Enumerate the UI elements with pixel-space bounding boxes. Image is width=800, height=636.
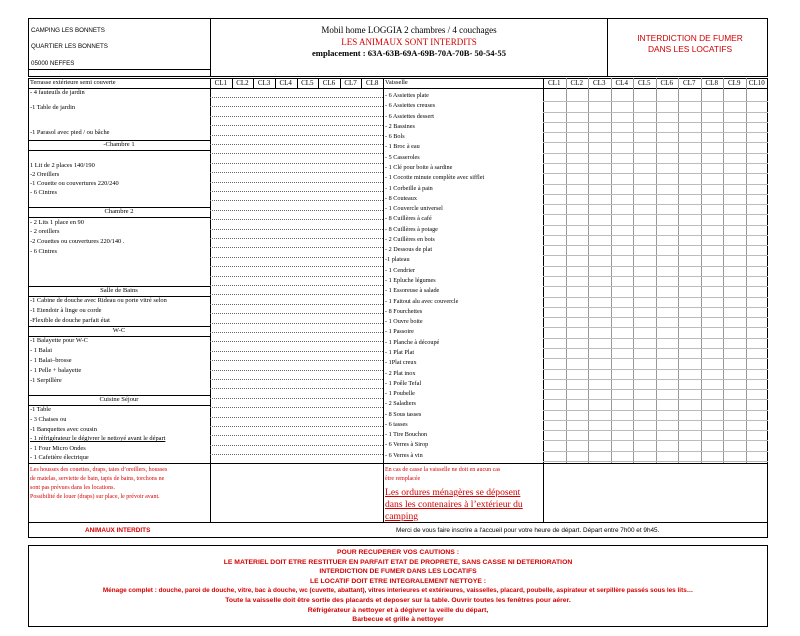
section-title-chambre-2: Chambre 2 <box>104 208 134 215</box>
right-column-divider <box>746 78 747 463</box>
camping-quarter: QUARTIER LES BONNETS <box>31 43 108 50</box>
vaisselle-row-line <box>543 142 768 143</box>
note-line <box>383 463 768 464</box>
vaisselle-item: - 1 Epluche légumes <box>385 277 436 284</box>
left-item: -1 Table <box>30 406 51 413</box>
left-row-dots <box>210 144 383 145</box>
vaisselle-row-line <box>543 112 768 113</box>
left-item: 1 Lit de 2 places 140/190 <box>30 162 95 169</box>
left-row-dots <box>210 341 383 342</box>
middle-divider <box>383 78 384 522</box>
section-title-chambre-1: -Chambre 1 <box>103 141 135 148</box>
left-row-dots <box>210 125 383 126</box>
left-row-dots <box>210 379 383 380</box>
vaisselle-row-line <box>543 338 768 339</box>
footer-line: POUR RECUPERER VOS CAUTIONS : <box>337 549 459 556</box>
vaisselle-row-line <box>543 297 768 298</box>
vaisselle-row-line <box>543 214 768 215</box>
vaisselle-item: - 6 Verres à vin <box>385 451 423 459</box>
left-row-dots <box>210 257 383 258</box>
vaisselle-row-line <box>543 348 768 349</box>
right-table-header: Vaisselle <box>385 79 408 86</box>
left-item: -2 Couettes ou couvertures 220/140 . <box>30 238 125 245</box>
left-column-divider <box>253 78 254 89</box>
left-row-dots <box>210 294 383 295</box>
vaisselle-row-line <box>543 379 768 380</box>
vaisselle-item: - 1Plat creux <box>385 359 417 367</box>
location-text: emplacement : 63A-63B-69A-69B-70A-70B- 50-54-55 <box>311 48 507 58</box>
right-column-header: CL6 <box>660 79 673 87</box>
right-column-header: CL9 <box>728 79 741 87</box>
left-item: -1 Etendoir à linge ou corde <box>30 307 102 314</box>
vaisselle-item: - 2 Cuillères en bois <box>385 235 435 243</box>
left-row-dots <box>210 454 383 455</box>
no-smoking-banner: INTERDICTION DE FUMER DANS LES LOCATIFS <box>637 33 743 54</box>
vaisselle-item: - 8 Sous tasses <box>385 410 422 418</box>
left-row-dots <box>210 417 383 418</box>
vaisselle-item: - 8 Cuillères à café <box>385 215 432 223</box>
right-column-header: CL5 <box>638 79 651 87</box>
vaisselle-item: - 6 Assiettes creuses <box>385 102 436 110</box>
vaisselle-item: - 6 Verres à Sirop <box>385 441 429 449</box>
left-item: - 1 Balai <box>30 347 53 354</box>
linen-note-line: Les housses des couettes, draps, taies d’oreillers, housses <box>30 467 168 473</box>
left-item: - 6 Cintres <box>30 248 57 255</box>
right-column-header: CL3 <box>593 79 606 87</box>
waste-note-line: camping <box>385 511 419 522</box>
left-item: - 2 Lits 1 place en 90 <box>30 219 84 226</box>
left-item: - 1 Balai–brosse <box>30 357 72 364</box>
section-line <box>28 150 210 151</box>
left-item: -Flexible de douche parfait état <box>30 317 110 324</box>
vaisselle-row-line <box>543 461 768 462</box>
footer-line: Toute la vaisselle doit être sortie des placards et deposer sur la table. Ouvrir toutes les fenêtres pour aérer. <box>225 597 571 604</box>
breakage-note-line: En cas de casse la vaisselle ne doit en aucun cas <box>385 467 501 473</box>
vaisselle-row-line <box>543 132 768 133</box>
left-row-dots <box>210 313 383 314</box>
footer-line: LE LOCATIF DOIT ETRE INTEGRALEMENT NETTOYE : <box>309 577 487 585</box>
left-row-dots <box>210 388 383 389</box>
vaisselle-row-line <box>543 184 768 185</box>
vaisselle-item: - 8 Couteaux <box>385 194 417 202</box>
vaisselle-row-line <box>543 410 768 411</box>
left-item: -1 Parasol avec pied / ou bâche <box>30 129 110 136</box>
left-item: - 2 oreillers <box>30 228 60 235</box>
left-column-header: CL4 <box>279 79 292 87</box>
left-row-dots <box>210 229 383 230</box>
vaisselle-item: - 1 Cendrier <box>385 266 415 274</box>
vaisselle-item: - 1 Tire Bouchon <box>385 431 428 439</box>
header-divider-right <box>607 18 608 77</box>
camping-postcode: 05000 NEFFES <box>31 60 75 67</box>
right-column-divider <box>588 78 589 463</box>
footer-line: Ménage complet : douche, paroi de douche, vitre, bac à douche, wc (cuvette, abattant), vitres interieures et extérieures, vaisselles, placard, poubelle, aspirateur et serpillère passés sous les lits… <box>102 587 694 595</box>
left-row-dots <box>210 332 383 333</box>
left-item: -1 Serpillère <box>30 377 62 384</box>
left-item: - 6 Cintres <box>30 189 57 196</box>
left-row-dots <box>210 323 383 324</box>
vaisselle-item: - 6 Assiettes plate <box>385 92 429 99</box>
vaisselle-row-line <box>543 153 768 154</box>
left-item: -2 Oreillers <box>30 171 60 178</box>
note-line <box>28 463 383 464</box>
left-row-dots <box>210 407 383 408</box>
vaisselle-item: -1 plateau <box>385 256 410 264</box>
left-row-dots <box>210 304 383 305</box>
left-column-divider <box>275 78 276 89</box>
vaisselle-row-line <box>543 399 768 400</box>
vaisselle-row-line <box>543 225 768 226</box>
vaisselle-item: - 8 Fourchettes <box>385 307 423 315</box>
left-item: -1 Banquettes avec cousin <box>30 426 97 433</box>
left-row-dots <box>210 191 383 192</box>
left-row-dots <box>210 285 383 286</box>
right-column-header: CL1 <box>548 79 561 87</box>
departure-note: Merci de vous faire inscrire a l'accueil pour votre heure de départ. Départ entre 7h00 et 9h45. <box>396 527 660 534</box>
left-row-dots <box>210 276 383 277</box>
left-row-dots <box>210 238 383 239</box>
right-column-divider <box>656 78 657 463</box>
vaisselle-row-line <box>543 286 768 287</box>
table-header-line <box>28 88 768 89</box>
breakage-note-line: être remplacée <box>385 476 421 482</box>
table-footer-line <box>28 522 768 523</box>
vaisselle-row-line <box>543 440 768 441</box>
right-column-header: CL2 <box>570 79 583 87</box>
left-row-dots <box>210 97 383 98</box>
vaisselle-row-line <box>543 122 768 123</box>
vaisselle-item: - 1 Broc à eau <box>385 143 420 151</box>
right-column-divider <box>611 78 612 463</box>
vaisselle-item: - 6 Assiettes dessert <box>385 112 434 120</box>
vaisselle-row-line <box>543 255 768 256</box>
animals-forbidden: ANIMAUX INTERDITS <box>85 527 151 534</box>
left-column-header: CL8 <box>365 79 379 87</box>
vaisselle-item: - 6 Bols <box>385 133 405 141</box>
left-item: - 3 Chaises ou <box>30 416 67 423</box>
vaisselle-item: - 1 Poubelle <box>385 390 415 398</box>
left-row-dots <box>210 153 383 154</box>
vaisselle-row-line <box>543 327 768 328</box>
left-item: - 1 Four Micro Ondes <box>30 445 86 452</box>
right-column-header: CL8 <box>705 79 718 87</box>
left-table-header: Terrasse extérieure semi couverte <box>30 79 116 86</box>
section-title-cuisine-sejour: Cuisine Séjour <box>99 396 139 403</box>
vaisselle-item: - 8 Cuillères à potage <box>385 225 438 233</box>
footer-line: Réfrigérateur à nettoyer et à dégivrer la veille du départ, <box>307 606 489 614</box>
footer-line: LE MATERIEL DOIT ETRE RESTITUER EN PARFAIT ETAT DE PROPRETE, SANS CASSE NI DETERIORATION <box>223 558 573 566</box>
section-line <box>28 405 210 406</box>
left-row-dots <box>210 360 383 361</box>
left-row-dots <box>210 163 383 164</box>
vaisselle-row-line <box>543 235 768 236</box>
left-row-dots <box>210 135 383 136</box>
vaisselle-row-line <box>543 317 768 318</box>
left-row-dots <box>210 351 383 352</box>
left-column-divider <box>232 78 233 89</box>
vaisselle-item: - 1 Planche à découpé <box>385 338 440 346</box>
vaisselle-item: - 1 Plat Plat <box>385 348 415 356</box>
right-column-header: CL7 <box>683 79 696 87</box>
left-column-header: CL5 <box>301 79 314 87</box>
vaisselle-item: - 2 Bassines <box>385 122 415 130</box>
right-column-divider <box>633 78 634 463</box>
linen-note-line: Possibilité de louer (draps) sur place, le prévoir avant. <box>30 494 160 500</box>
vaisselle-row-line <box>543 430 768 431</box>
vaisselle-row-line <box>543 204 768 205</box>
vaisselle-item: - 1 Essoreuse à salade <box>385 287 440 295</box>
right-column-divider <box>566 78 567 463</box>
linen-note-line: sont pas prévues dans les locations. <box>30 485 115 491</box>
camping-name: CAMPING LES BONNETS <box>31 27 105 34</box>
right-column-header: CL4 <box>615 79 628 87</box>
vaisselle-row-line <box>543 173 768 174</box>
vaisselle-row-line <box>543 245 768 246</box>
left-row-dots <box>210 200 383 201</box>
left-row-dots <box>210 435 383 436</box>
vaisselle-row-line <box>543 101 768 102</box>
linen-note-line: de matelas, serviette de bain, tapis de bains, torchons ne <box>30 476 165 482</box>
left-item: - 1 Cafetière électrique <box>30 454 89 461</box>
left-row-dots <box>210 445 383 446</box>
section-line <box>28 217 210 218</box>
waste-note-line: dans les contenaires à l’extérieur du <box>385 499 523 510</box>
vaisselle-item: - 2 Saladiers <box>385 400 416 408</box>
vaisselle-item: - 1 Cocotte minute complète avec sifflet <box>385 174 485 182</box>
vaisselle-item: - 2 Plat inox <box>385 369 416 377</box>
vaisselle-item: - 1 Faitout alu avec couvercle <box>385 297 459 305</box>
left-column-header: CL6 <box>322 79 336 87</box>
right-desc-border <box>543 78 544 522</box>
right-column-header: CL10 <box>748 79 765 87</box>
left-row-dots <box>210 182 383 183</box>
left-row-dots <box>210 210 383 211</box>
vaisselle-item: - 1 Poêle Tefal <box>385 379 422 387</box>
left-row-dots <box>210 426 383 427</box>
left-column-header: CL3 <box>257 79 271 87</box>
vaisselle-item: - 1 Ouvre boite <box>385 318 423 326</box>
vaisselle-item: - 5 Casseroles <box>385 153 420 161</box>
left-row-dots <box>210 172 383 173</box>
left-item: - 4 fauteuils de jardin <box>30 89 85 96</box>
vaisselle-row-line <box>543 276 768 277</box>
right-column-divider <box>678 78 679 463</box>
left-column-divider <box>318 78 319 89</box>
vaisselle-row-line <box>543 194 768 195</box>
vaisselle-row-line <box>543 307 768 308</box>
vaisselle-item: - 1 Clé pour boite à sardine <box>385 163 453 171</box>
left-column-header: CL1 <box>214 79 228 87</box>
vaisselle-row-line <box>543 369 768 370</box>
left-item: -1 Table de jardin <box>30 104 76 111</box>
vaisselle-item: - 2 Dessous de plat <box>385 246 433 254</box>
left-item: -1 Balayette pour W-C <box>30 337 88 344</box>
left-row-dots <box>210 370 383 371</box>
left-item: - 1 réfrigérateur le dégivrer le nettoyé avant le départ <box>30 435 166 442</box>
right-column-divider <box>701 78 702 463</box>
vaisselle-row-line <box>543 266 768 267</box>
left-column-divider <box>361 78 362 89</box>
left-column-divider <box>297 78 298 89</box>
footer-line: Barbecue et grille à nettoyer <box>352 616 444 624</box>
section-title-wc: W-C <box>112 327 126 334</box>
no-animals-banner: LES ANIMAUX SONT INTERDITS <box>341 37 477 47</box>
vaisselle-item: - 6 tasses <box>385 420 408 428</box>
waste-note-line: Les ordures ménagères se déposent <box>385 487 521 498</box>
left-item: - 1 Pelle + balayette <box>30 367 82 374</box>
left-row-dots <box>210 116 383 117</box>
vaisselle-item: - 1 Couvercle universel <box>385 205 443 213</box>
vaisselle-row-line <box>543 358 768 359</box>
left-column-divider <box>340 78 341 89</box>
left-item: -1 Cabine de douche avec Rideau ou porte vitré selon <box>30 297 167 304</box>
vaisselle-item: - 1 Passoire <box>385 328 414 336</box>
left-column-header: CL2 <box>236 79 249 87</box>
left-row-dots <box>210 398 383 399</box>
vaisselle-row-line <box>543 389 768 390</box>
left-item: -1 Couette ou couvertures 220/240 <box>30 180 119 187</box>
vaisselle-item: - 1 Corbeille à pain <box>385 184 433 192</box>
left-column-header: CL7 <box>344 79 357 87</box>
vaisselle-row-line <box>543 163 768 164</box>
vaisselle-row-line <box>543 420 768 421</box>
left-row-dots <box>210 266 383 267</box>
right-column-divider <box>723 78 724 463</box>
left-row-dots <box>210 247 383 248</box>
header-underline <box>28 69 210 70</box>
vaisselle-row-line <box>543 451 768 452</box>
footer-line: INTERDICTION DE FUMER DANS LES LOCATIFS <box>319 568 477 576</box>
left-row-dots <box>210 106 383 107</box>
left-row-dots <box>210 219 383 220</box>
section-title-salle-de-bains: Salle de Bains <box>100 287 138 294</box>
header-title: Mobil home LOGGIA 2 chambres / 4 couchages <box>321 25 497 35</box>
